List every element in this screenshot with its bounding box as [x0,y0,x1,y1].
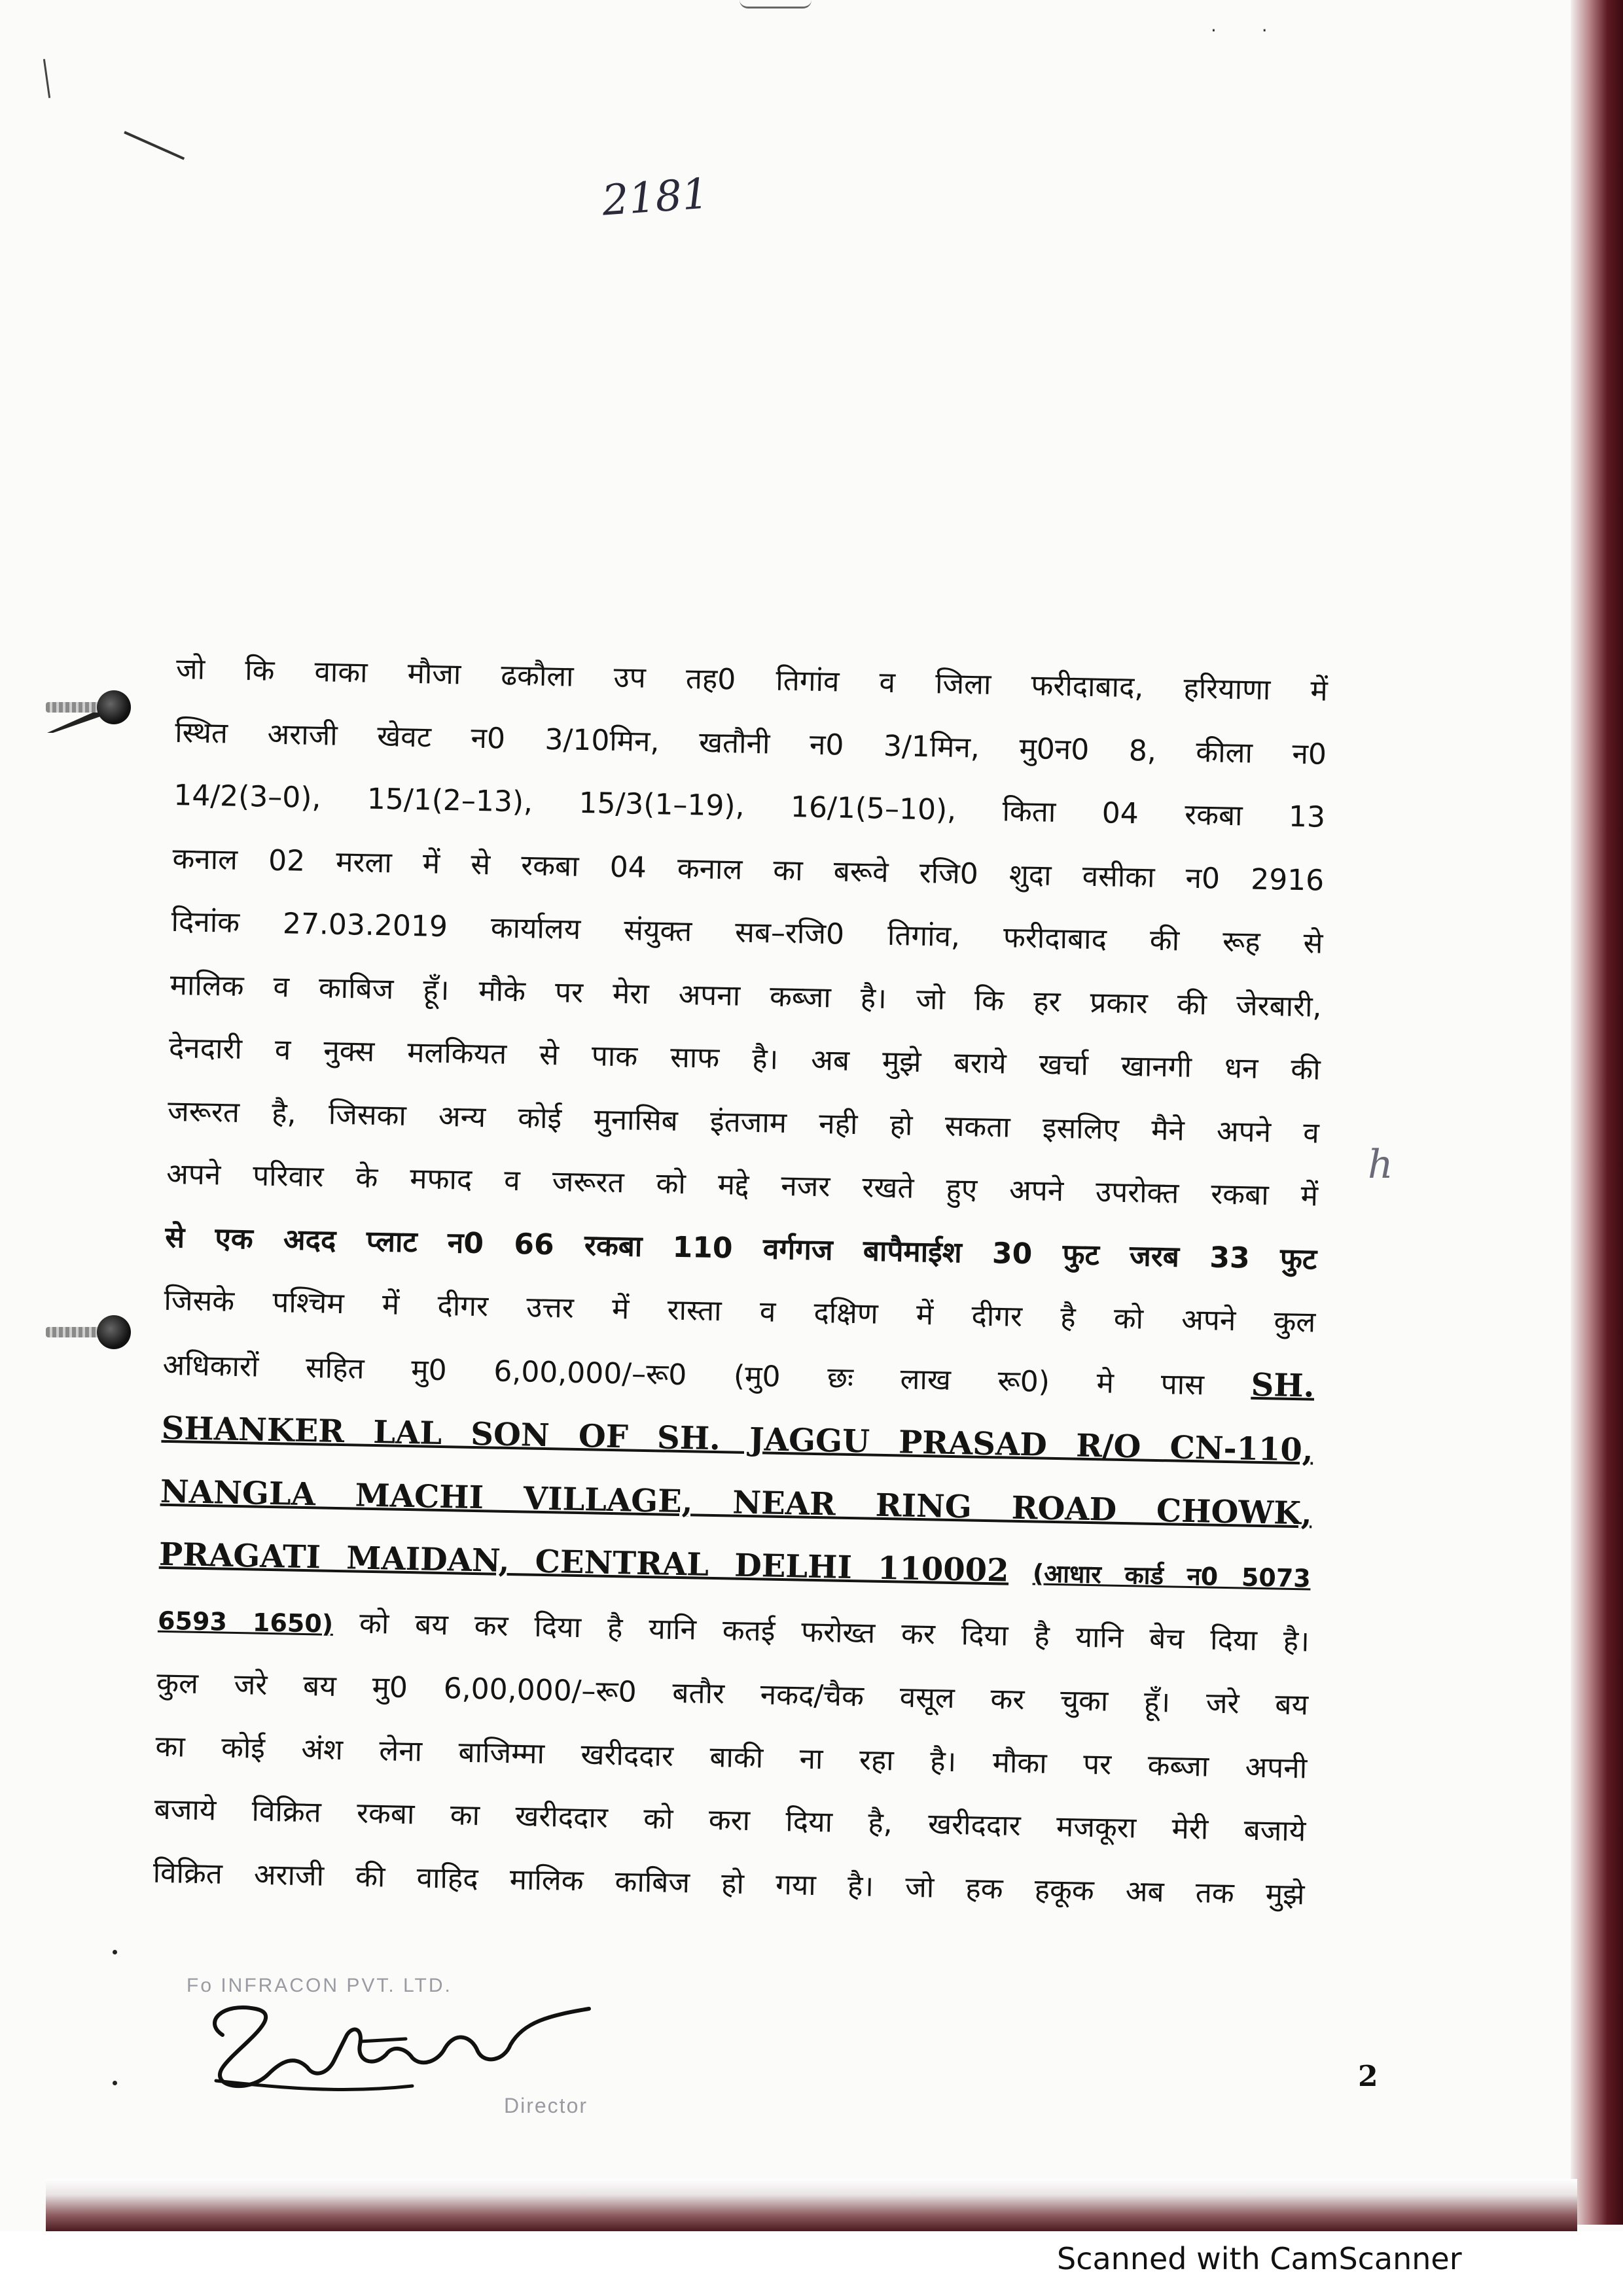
company-stamp: Fo INFRACON PVT. LTD. [187,1975,452,1996]
body-line: कुल जरे बय मु0 6,00,000/–रू0 बतौर नकद/चैक वसूल कर चुका हूँ। जरे बय [156,1666,1309,1722]
binding-edge-bottom [46,2179,1577,2231]
body-line: अपने परिवार के मफाद व जरूरत को मद्दे नजर रखते हुए अपने उपरोक्त रकबा में [166,1157,1319,1213]
speck [113,1950,117,1954]
body-line: जिसके पश्चिम में दीगर उत्तर में रास्ता व दक्षिण में दीगर है को अपने कुल [164,1283,1316,1339]
buyer-address-line: NANGLA MACHI VILLAGE, NEAR RING ROAD CHOWK, [160,1473,1313,1532]
camscanner-watermark: Scanned with CamScanner [1057,2241,1462,2276]
body-line: से एक अदद प्लाट न0 66 रकबा 110 वर्गगज बापैमाईश 30 फुट जरब 33 फुट [164,1220,1317,1277]
serial-number: 2181 [600,169,711,226]
top-edge-mark [740,0,812,9]
buyer-prefix: SH. [1251,1366,1315,1405]
body-line: देनदारी व नुक्स मलकियत से पाक साफ है। अब मुझे बराये खर्चा खानगी धन की [168,1031,1321,1087]
body-line: मालिक व काबिज हूँ। मौके पर मेरा अपना कब्जा है। जो कि हर प्रकार की जेरबारी, [169,968,1322,1024]
body-line: कनाल 02 मरला में से रकबा 04 कनाल का बरूवे रजि0 शुदा वसीका न0 2916 [172,841,1325,898]
body-line: विक्रित अराजी की वाहिद मालिक काबिज हो गया है। जो हक हकूक अब तक मुझे [152,1856,1305,1911]
margin-initial: h [1368,1142,1393,1188]
staple-icon [46,1315,124,1349]
speck [113,2081,117,2085]
director-stamp: Director [504,2094,588,2117]
binding-edge-right [1571,0,1623,2225]
aadhaar-number: 6593 1650) [157,1606,334,1638]
body-line: का कोई अंश लेना बाजिम्मा खरीददार बाकी ना रहा है। मौका पर कब्जा अपनी [154,1729,1308,1785]
page-number: 2 [1358,2060,1378,2093]
top-specks: · · [1211,20,1287,41]
body-line: दिनांक 27.03.2019 कार्यालय संयुक्त सब–रजि0 तिगांव, फरीदाबाद की रूह से [171,904,1323,961]
sale-text: को बय कर दिया है यानि कतई फरोख्त कर दिया है यानि बेच दिया है। [359,1606,1310,1659]
price-text: अधिकारों सहित मु0 6,00,000/–रू0 (मु0 छः लाख रू0) मे पास [162,1348,1205,1402]
deed-body [152,638,1329,1926]
body-line: जो कि वाका मौजा ढकौला उप तह0 तिगांव व जिला फरीदाबाद, हरियाणा में [175,652,1329,708]
body-line: बजाये विक्रित रकबा का खरीददार को करा दिया है, खरीददार मजकूरा मेरी बजाये [154,1792,1306,1848]
buyer-city: PRAGATI MAIDAN, CENTRAL DELHI 110002 [158,1536,1009,1589]
staple-icon [46,690,124,724]
buyer-name-line: SHANKER LAL SON OF SH. JAGGU PRASAD R/O CN-110, [161,1409,1314,1469]
body-line: जरूरत है, जिसका अन्य कोई मुनासिब इंतजाम नही हो सकता इसलिए मैने अपने व [167,1094,1320,1150]
aadhaar-label: (आधार कार्ड न0 5073 [1032,1559,1311,1593]
body-line: स्थित अराजी खेवट न0 3/10मिन, खतौनी न0 3/1मिन, मु0न0 8, कीला न0 [174,715,1327,771]
body-line: 14/2(3–0), 15/1(2–13), 15/3(1–19), 16/1(5–10), किता 04 रकबा 13 [173,778,1326,834]
